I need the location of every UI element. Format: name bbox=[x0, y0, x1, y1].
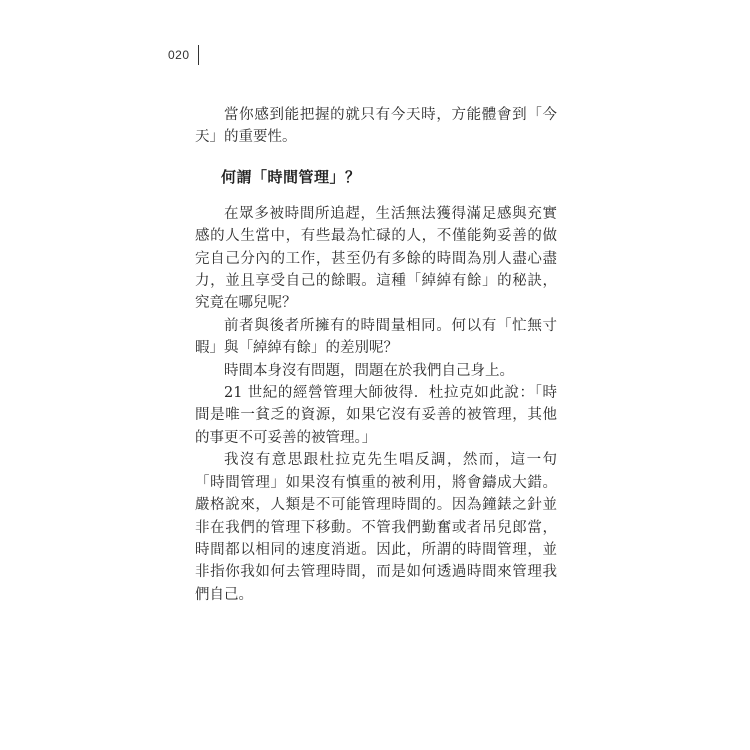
body-paragraph-3: 時間本身沒有問題，問題在於我們自己身上。 bbox=[224, 362, 514, 379]
page-number: 020 bbox=[168, 48, 190, 62]
lead-paragraph: 當你感到能把握的就只有今天時，方能體會到「今天」的重要性。 bbox=[195, 107, 557, 146]
page-body bbox=[195, 104, 557, 606]
body-paragraph-4: 21 世紀的經營管理大師彼得．杜拉克如此說：「時間是唯一貧乏的資源，如果它沒有妥善的被管理，其他的事更不可妥善的被管理。」 bbox=[195, 385, 557, 446]
section-heading: 何謂「時間管理」？ bbox=[221, 167, 361, 186]
body-paragraph-5: 我沒有意思跟杜拉克先生唱反調，然而，這一句「時間管理」如果沒有慎重的被利用，將會鑄成大錯。嚴格說來，人類是不可能管理時間的。因為鐘錶之針並非在我們的管理下移動。不管我們勤奮或者吊兒郎當，時間都以相同的速度消逝。因此，所謂的時間管理，並非指你我如何去管理時間，而是如何透過時間來管理我們自己。 bbox=[195, 452, 557, 603]
body-paragraph-1: 在眾多被時間所追趕，生活無法獲得滿足感與充實感的人生當中，有些最為忙碌的人，不僅能夠妥善的做完自己分內的工作，甚至仍有多餘的時間為別人盡心盡力，並且享受自己的餘暇。這種「綽綽有餘」的秘訣，究竟在哪兒呢？ bbox=[195, 205, 557, 312]
page-header bbox=[168, 44, 199, 66]
body-paragraph-2: 前者與後者所擁有的時間量相同。何以有「忙無寸暇」與「綽綽有餘」的差別呢？ bbox=[195, 317, 557, 357]
header-divider bbox=[198, 45, 200, 65]
